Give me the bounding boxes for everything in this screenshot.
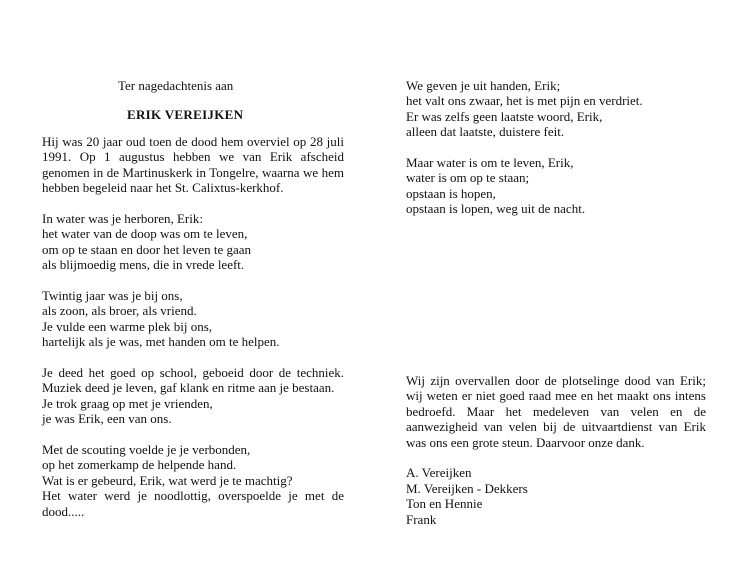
poem-line: In water was je herboren, Erik: [42,210,203,226]
intro-paragraph: Hij was 20 jaar oud toen de dood hem overviel op 28 juli 1991. Op 1 augustus hebben we van Erik afscheid genomen in de Martinuskerk in Tongelre, waarna we hem hebben begeleid naar het St. Calixtus-kerkhof. [42,133,344,196]
poem-line: Twintig jaar was je bij ons, [42,287,183,303]
poem-line: alleen dat laatste, duistere feit. [406,124,565,140]
poem-line: het water van de doop was om te leven, [42,226,248,242]
poem-line: opstaan is hopen, [406,185,496,201]
poem-line: op het zomerkamp de helpende hand. [42,457,237,473]
deceased-name: ERIK VEREIJKEN [127,107,244,123]
signature-line: Ton en Hennie [406,496,483,512]
right-column [406,78,706,217]
poem-stanza-2 [42,288,344,350]
poem-line: We geven je uit handen, Erik; [406,78,561,93]
poem-line: Met de scouting voelde je je verbonden, [42,441,251,457]
poem-line: Je vulde een warme plek bij ons, [42,318,213,334]
poem-line: je was Erik, een van ons. [42,411,172,427]
poem-stanza-6 [406,155,706,217]
signatures [406,465,706,527]
signature-line: A. Vereijken [406,465,472,481]
poem-line: als blijmoedig mens, die in vrede leeft. [42,257,245,273]
poem-line: water is om op te staan; [406,170,530,186]
poem-stanza-5 [406,78,706,140]
poem-stanza-4 [42,442,344,519]
memorial-heading: Ter nagedachtenis aan [118,78,234,93]
poem-line: Maar water is om te leven, Erik, [406,155,574,171]
left-column [42,78,344,519]
poem-stanza-1 [42,211,344,273]
poem-stanza-3 [42,365,344,427]
thanks-paragraph: Wij zijn overvallen door de plotselinge dood van Erik; wij weten er niet goed raad mee en het maakt ons intens bedroefd. Maar het medeleven van velen en de aanwezigheid van velen bij de uitvaartdienst van Erik was ons een grote steun. Daarvoor onze dank. [406,373,706,450]
poem-line: Er was zelfs geen laatste woord, Erik, [406,108,603,124]
poem-lines-justified: Het water werd je noodlottig, overspoelde je met de dood..... [42,488,344,519]
poem-line: hartelijk als je was, met handen om te helpen. [42,334,280,350]
poem-lines-justified: Je deed het goed op school, geboeid door de techniek. Muziek deed je leven, gaf klank en ritme aan je bestaan. [42,364,344,396]
signature-line: Frank [406,511,437,527]
thanks-section [406,373,706,527]
poem-line: Je trok graag op met je vrienden, [42,395,213,411]
poem-line: opstaan is lopen, weg uit de nacht. [406,201,586,217]
signature-line: M. Vereijken - Dekkers [406,480,528,496]
poem-line: als zoon, als broer, als vriend. [42,303,197,319]
poem-line: om op te staan en door het leven te gaan [42,241,252,257]
poem-line: Wat is er gebeurd, Erik, wat werd je te machtig? [42,472,293,488]
poem-line: het valt ons zwaar, het is met pijn en verdriet. [406,93,643,109]
